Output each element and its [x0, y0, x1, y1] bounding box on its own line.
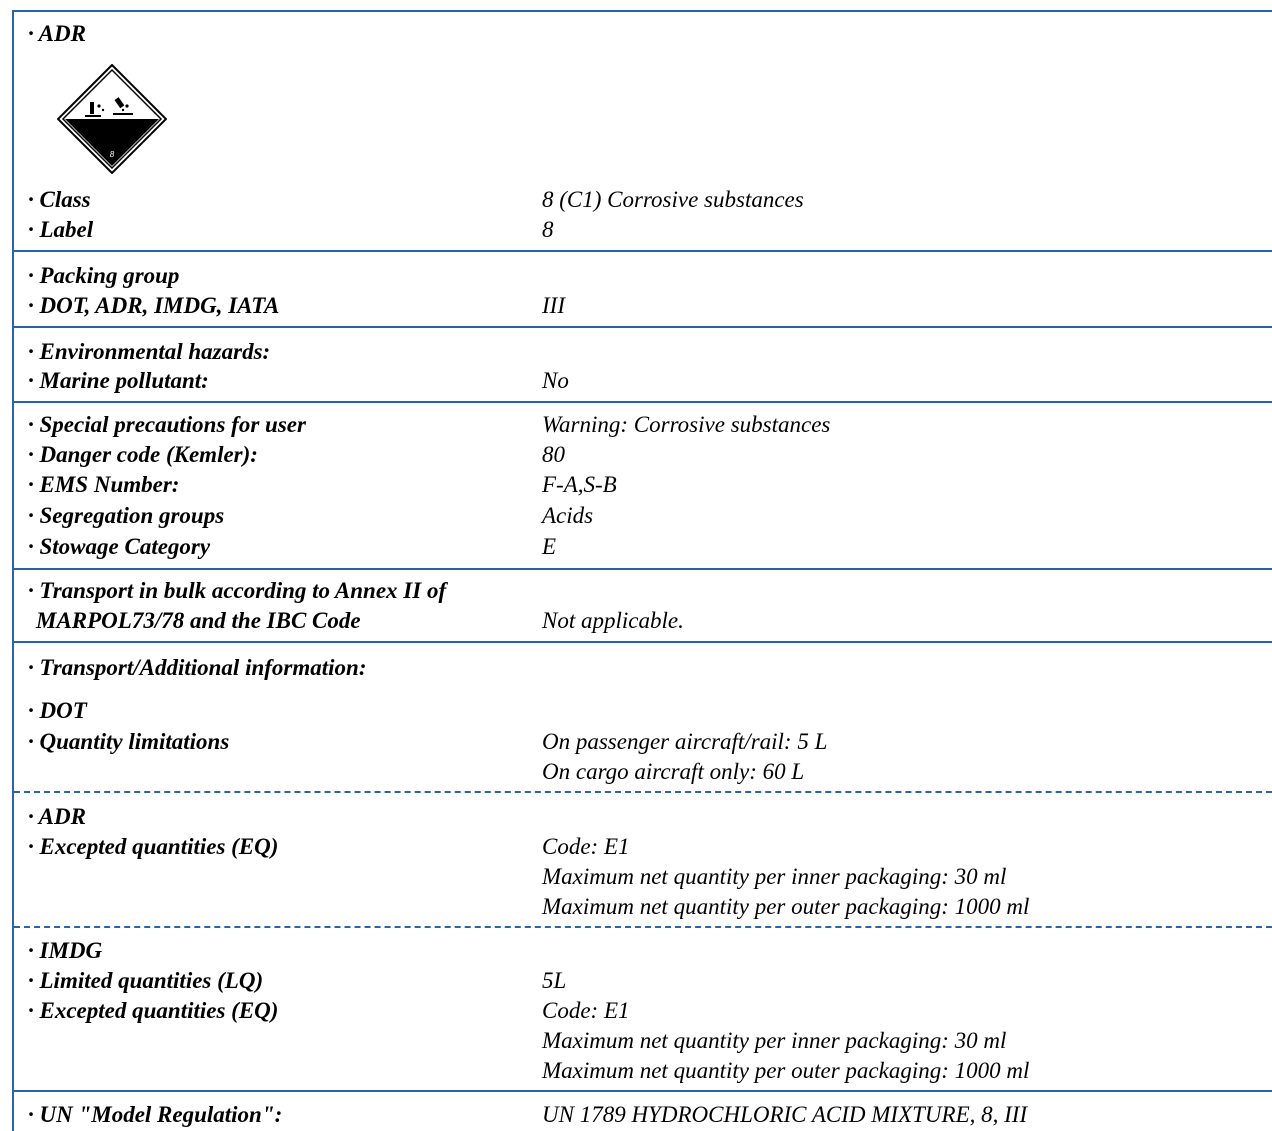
corrosive-class-8-diamond-icon	[57, 64, 167, 174]
section-divider	[14, 401, 1272, 403]
section-divider	[14, 568, 1272, 570]
dashed-divider	[14, 791, 1272, 793]
transport-info-frame: · ADR 8 · Class 8 (C1) Corrosive substances · Label 8 · Packing group · DOT, ADR, IMDG, IATA III · Environmental hazards: · Marine pollutant: No · Special precautions for user Warning: Corrosive substances · Danger code (Kemler): 80 · EMS Number: F-A,S-B · Segregation groups Acids · Stowage Category E · Transport in bulk according to Annex II of MARPOL73/78 and the IBC Code Not applicable. · Transport/Additional information: · DOT · Quantity limitations On passenger aircraft/rail: 5 L On cargo aircraft only: 60 L · ADR · Excepted quantities (EQ) Code: E1 Maximum net quantity per inner packaging: 30 ml Maximum net quantity per outer packaging: 1000 ml · IMDG · Limited quantities (LQ) 5L · Excepted quantities (EQ) Code: E1 Maximum net quantity per inner packaging: 30 ml Maximum net quantity per outer packaging: 1000 ml · UN "Model Regulation": UN 1789 HYDROCHLORIC ACID MIXTURE, 8, III	[12, 10, 1272, 1131]
diamond-class-number: 8	[109, 150, 115, 159]
section-divider	[14, 641, 1272, 643]
dashed-divider	[14, 926, 1272, 928]
section-divider	[14, 250, 1272, 252]
section-divider	[14, 326, 1272, 328]
section-divider	[14, 1090, 1272, 1092]
